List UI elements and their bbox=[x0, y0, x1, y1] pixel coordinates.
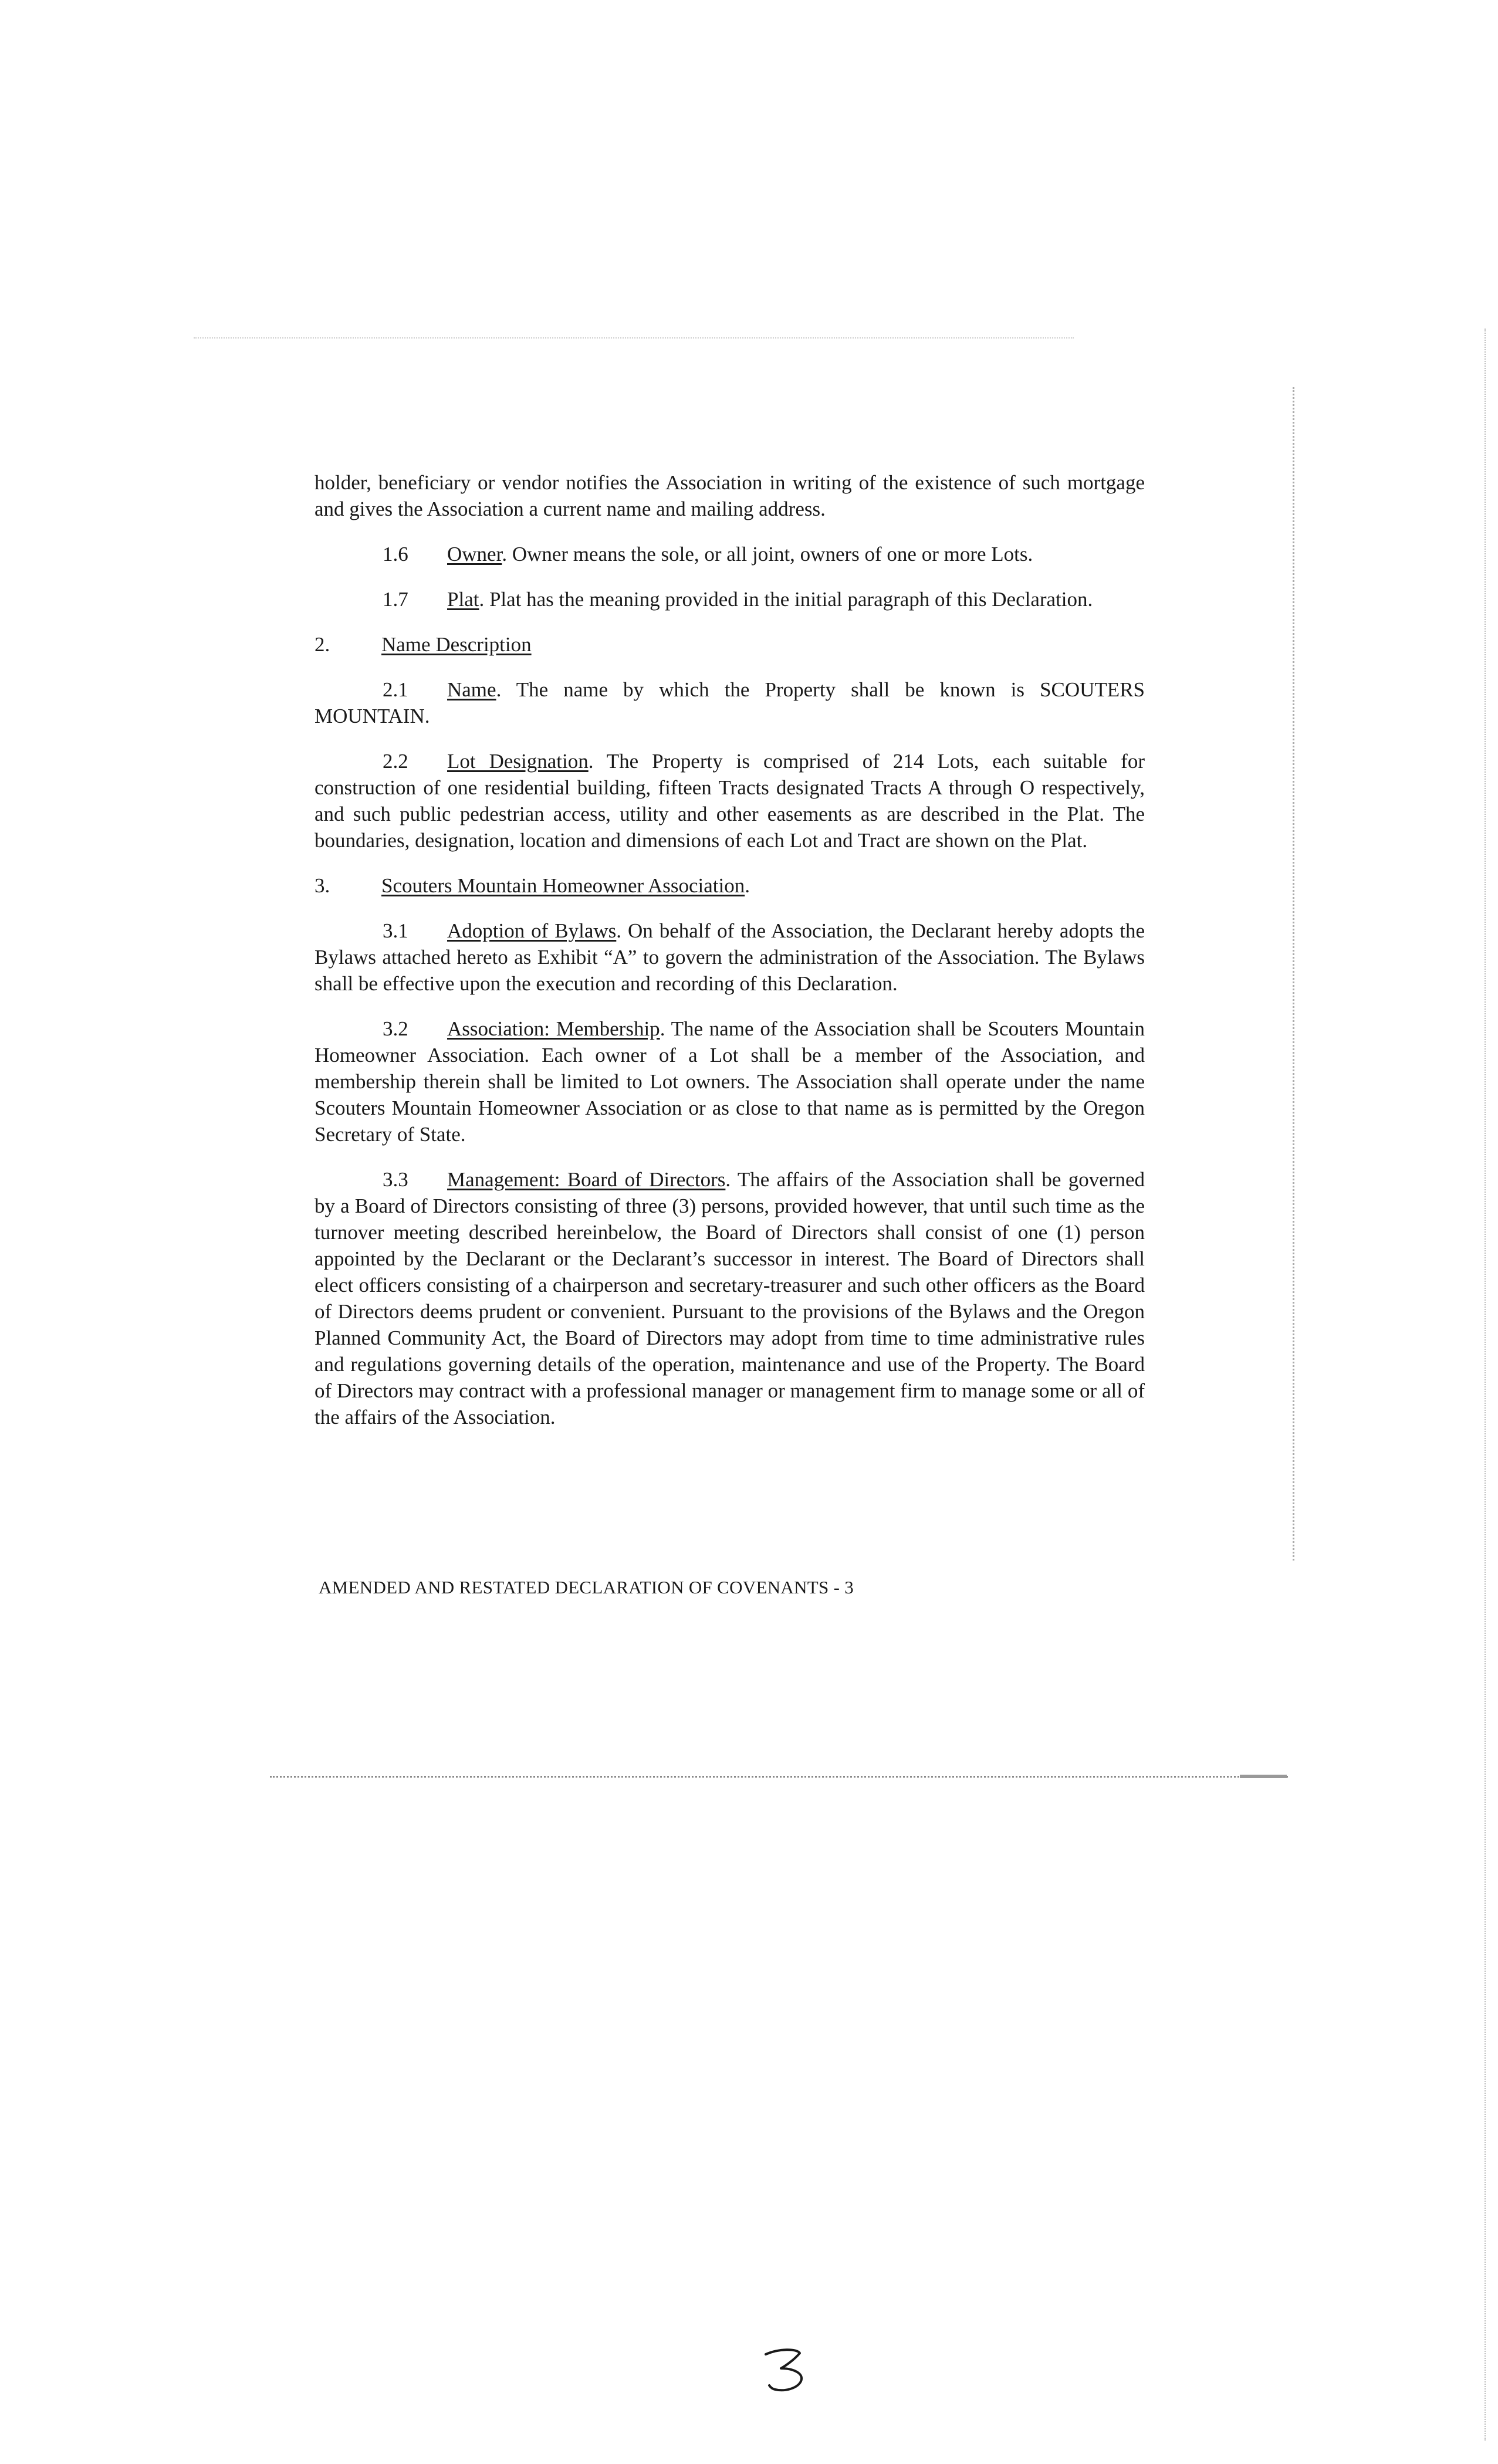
section-number: 3.2 bbox=[383, 1017, 408, 1040]
section-title: Owner bbox=[447, 543, 502, 566]
section-title: Association: Membership bbox=[447, 1017, 660, 1040]
body-text bbox=[315, 469, 1145, 1430]
heading-title: Scouters Mountain Homeowner Association bbox=[381, 874, 745, 897]
section-number: 1.6 bbox=[383, 543, 408, 566]
section-text: . Owner means the sole, or all joint, owners of one or more Lots. bbox=[502, 543, 1033, 566]
heading-3 bbox=[315, 872, 1145, 899]
handwritten-page-number-mark bbox=[753, 2344, 817, 2397]
intro-paragraph: holder, beneficiary or vendor notifies the Association in writing of the existence of such mortgage and gives the Association a current name and mailing address. bbox=[315, 471, 1145, 520]
section-text: . The affairs of the Association shall be governed by a Board of Directors consisting of three (3) persons, provided however, that until such time as the turnover meeting described hereinbelow, the Board of Directors shall consist of one (1) person appointed by the Declarant or the Declarant’s successor in interest. The Board of Directors shall elect officers consisting of a chairperson and secretary-treasurer and such other officers as the Board of Directors deems prudent or convenient. Pursuant to the provisions of the Bylaws and the Oregon Planned Community Act, the Board of Directors may adopt from time to time administrative rules and regulations governing details of the operation, maintenance and use of the Property. The Board of Directors may contract with a professional manager or management firm to manage some or all of the affairs of the Association. bbox=[315, 1168, 1145, 1429]
section-3-2 bbox=[315, 1016, 1145, 1148]
section-2-1 bbox=[315, 676, 1145, 729]
scan-artifact-bottom bbox=[270, 1776, 1288, 1778]
heading-2 bbox=[315, 631, 1145, 658]
section-1-7 bbox=[315, 586, 1145, 612]
section-1-6 bbox=[315, 541, 1145, 567]
section-text: . The name by which the Property shall be known is SCOUTERS MOUNTAIN. bbox=[315, 678, 1145, 727]
section-number: 2.2 bbox=[383, 750, 408, 773]
section-number: 1.7 bbox=[383, 588, 408, 611]
heading-period: . bbox=[745, 874, 750, 897]
section-3-3 bbox=[315, 1166, 1145, 1430]
section-number: 2.1 bbox=[383, 678, 408, 701]
section-number: 3.1 bbox=[383, 919, 408, 942]
section-text: . The Property is comprised of 214 Lots, each suitable for construction of one residential building, fifteen Tracts designated Tracts A through O respectively, and such public pedestrian access, utility and other easements as are described in the Plat. The boundaries, designation, location and dimensions of each Lot and Tract are shown on the Plat. bbox=[315, 750, 1145, 852]
section-title: Adoption of Bylaws bbox=[447, 919, 617, 942]
scan-artifact-right-edge bbox=[1293, 387, 1294, 1561]
scan-speck bbox=[1240, 1775, 1287, 1778]
heading-number: 2. bbox=[315, 633, 330, 656]
section-text: . Plat has the meaning provided in the initial paragraph of this Declaration. bbox=[479, 588, 1093, 611]
section-3-1 bbox=[315, 918, 1145, 997]
scan-artifact-top bbox=[194, 337, 1074, 339]
section-text: . The name of the Association shall be Scouters Mountain Homeowner Association. Each owner of a Lot shall be a member of the Association, and membership therein shall be limited to Lot owners. The Association shall operate under the name Scouters Mountain Homeowner Association or as close to that name as is permitted by the Oregon Secretary of State. bbox=[315, 1017, 1145, 1146]
section-title: Name bbox=[447, 678, 496, 701]
heading-number: 3. bbox=[315, 874, 330, 897]
section-title: Lot Designation bbox=[447, 750, 589, 773]
section-title: Management: Board of Directors bbox=[447, 1168, 726, 1191]
heading-title: Name Description bbox=[381, 633, 532, 656]
section-2-2 bbox=[315, 748, 1145, 854]
page-footer: AMENDED AND RESTATED DECLARATION OF COVENANTS - 3 bbox=[319, 1577, 854, 1597]
section-title: Plat bbox=[447, 588, 479, 611]
scan-artifact-far-right-edge bbox=[1485, 329, 1486, 2441]
section-text: . On behalf of the Association, the Declarant hereby adopts the Bylaws attached hereto as Exhibit “A” to govern the administration of the Association. The Bylaws shall be effective upon the execution and recording of this Declaration. bbox=[315, 919, 1145, 995]
section-number: 3.3 bbox=[383, 1168, 408, 1191]
